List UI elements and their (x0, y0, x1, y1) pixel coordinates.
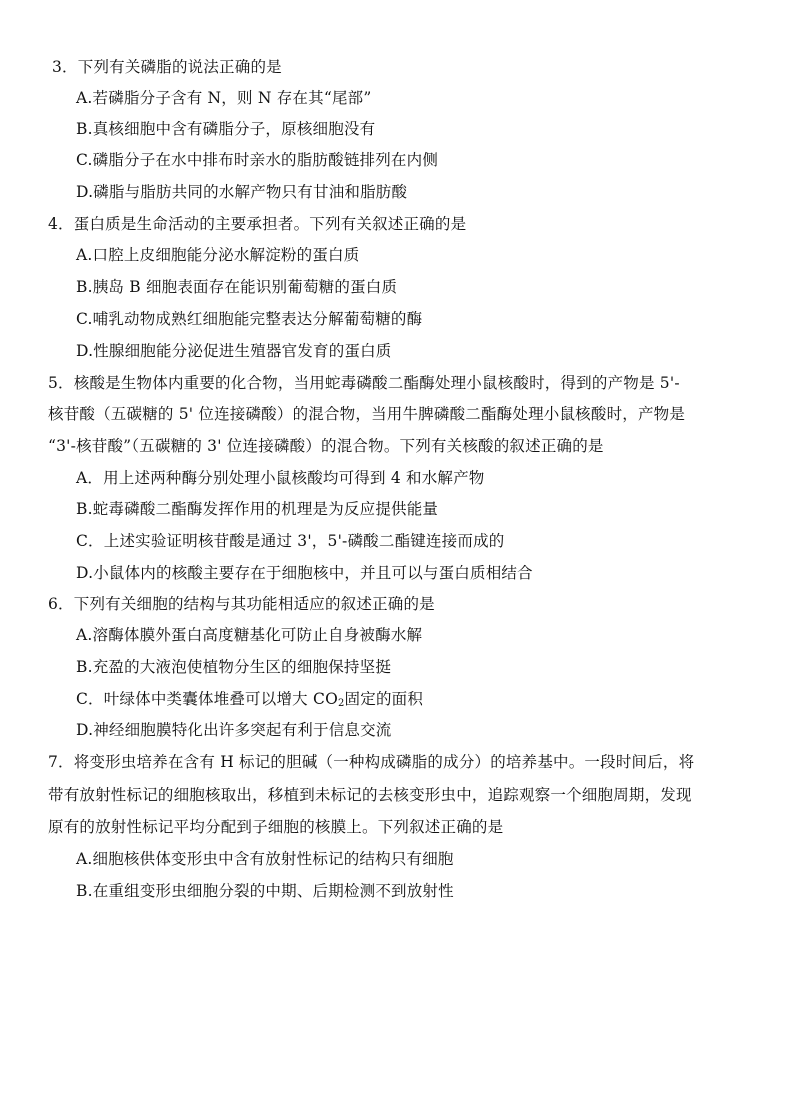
question-3-stem: 3．下列有关磷脂的说法正确的是 (52, 58, 282, 76)
question-6-option-c-tail: 固定的面积 (344, 690, 424, 708)
question-7-option-b: B.在重组变形虫细胞分裂的中期、后期检测不到放射性 (76, 882, 454, 900)
question-5-stem-line-3: “3'-核苷酸”（五碳糖的 3' 位连接磷酸）的混合物。下列有关核酸的叙述正确的是 (48, 437, 604, 455)
question-4-stem: 4．蛋白质是生命活动的主要承担者。下列有关叙述正确的是 (48, 215, 467, 233)
question-6-option-d: D.神经细胞膜特化出许多突起有利于信息交流 (76, 721, 392, 739)
question-6-stem: 6．下列有关细胞的结构与其功能相适应的叙述正确的是 (48, 595, 435, 613)
question-5-stem-line-1: 5．核酸是生物体内重要的化合物，当用蛇毒磷酸二酯酶处理小鼠核酸时，得到的产物是 5'- (48, 374, 680, 392)
question-6-option-a: A.溶酶体膜外蛋白高度糖基化可防止自身被酶水解 (76, 626, 423, 644)
question-6-option-c (76, 689, 423, 714)
question-5-option-b: B.蛇毒磷酸二酯酶发挥作用的机理是为反应提供能量 (76, 500, 439, 518)
question-4-option-b: B.胰岛 B 细胞表面存在能识别葡萄糖的蛋白质 (76, 278, 398, 296)
question-3-option-c: C.磷脂分子在水中排布时亲水的脂肪酸链排列在内侧 (76, 151, 439, 169)
question-7-option-a: A.细胞核供体变形虫中含有放射性标记的结构只有细胞 (76, 850, 454, 868)
co2-formula: $CO_2$ (313, 690, 345, 709)
question-5-option-d: D.小鼠体内的核酸主要存在于细胞核中，并且可以与蛋白质相结合 (76, 564, 533, 582)
question-3-option-a: A.若磷脂分子含有 N，则 N 存在其“尾部” (76, 89, 372, 107)
question-3-option-b: B.真核细胞中含有磷脂分子，原核细胞没有 (76, 120, 376, 138)
question-3-option-d: D.磷脂与脂肪共同的水解产物只有甘油和脂肪酸 (76, 183, 408, 201)
question-7-stem-line-1: 7．将变形虫培养在含有 H 标记的胆碱（一种构成磷脂的成分）的培养基中。一段时间后，将 (48, 753, 695, 771)
question-5-option-c: C．上述实验证明核苷酸是通过 3'，5'-磷酸二酯键连接而成的 (76, 532, 505, 550)
question-4-option-a: A.口腔上皮细胞能分泌水解淀粉的蛋白质 (76, 246, 360, 264)
question-6-option-c-text: C．叶绿体中类囊体堆叠可以增大 (76, 690, 308, 708)
question-4-option-d: D.性腺细胞能分泌促进生殖器官发育的蛋白质 (76, 342, 392, 360)
question-5-option-a: A．用上述两种酶分别处理小鼠核酸均可得到 4 和水解产物 (76, 469, 485, 487)
question-6-option-b: B.充盈的大液泡使植物分生区的细胞保持坚挺 (76, 658, 392, 676)
question-5-stem-line-2: 核苷酸（五碳糖的 5' 位连接磷酸）的混合物，当用牛脾磷酸二酯酶处理小鼠核酸时，产物是 (48, 405, 686, 423)
question-7-stem-line-2: 带有放射性标记的细胞核取出，移植到未标记的去核变形虫中，追踪观察一个细胞周期，发现 (48, 786, 692, 804)
question-4-option-c: C.哺乳动物成熟红细胞能完整表达分解葡萄糖的酶 (76, 310, 423, 328)
question-7-stem-line-3: 原有的放射性标记平均分配到子细胞的核膜上。下列叙述正确的是 (48, 818, 504, 836)
